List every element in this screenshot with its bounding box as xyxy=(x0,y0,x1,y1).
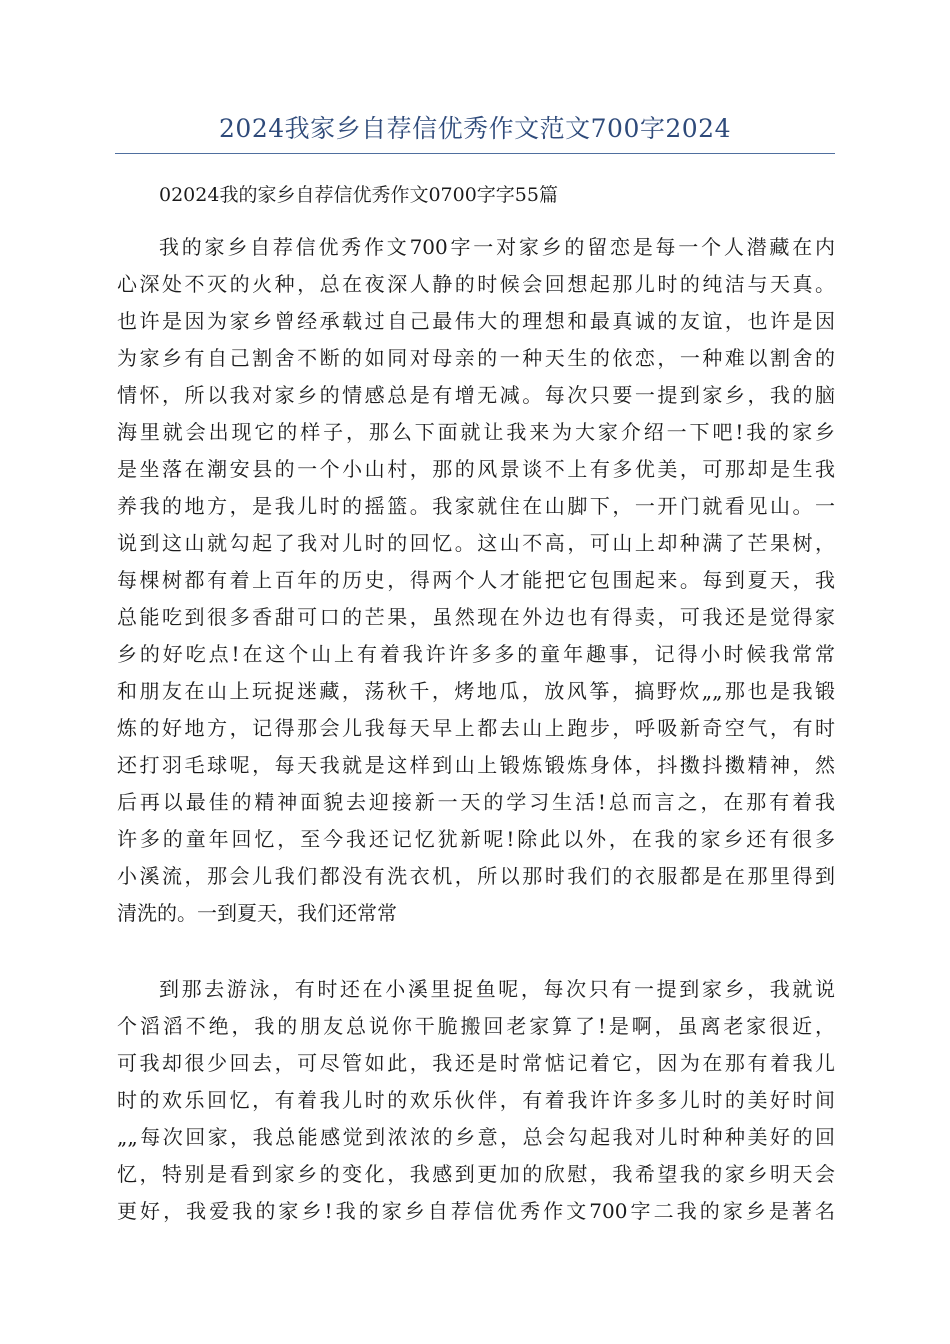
paragraph-line: 总能吃到很多香甜可口的芒果，虽然现在外边也有得卖，可我还是觉得家 xyxy=(117,605,835,629)
paragraph-line: 海里就会出现它的样子，那么下面就让我来为大家介绍一下吧!我的家乡 xyxy=(117,420,835,444)
paragraph-line: 我的家乡自荐信优秀作文700字一对家乡的留恋是每一个人潜藏在内 xyxy=(159,235,835,259)
paragraph-line: 是坐落在潮安县的一个小山村，那的风景谈不上有多优美，可那却是生我 xyxy=(117,457,835,481)
paragraph-line: 和朋友在山上玩捉迷藏，荡秋千，烤地瓜，放风筝，搞野炊„„那也是我锻 xyxy=(117,679,835,703)
paragraph-line: 炼的好地方，记得那会儿我每天早上都去山上跑步，呼吸新奇空气，有时 xyxy=(117,716,835,740)
page-title: 2024我家乡自荐信优秀作文范文700字2024 xyxy=(219,114,731,143)
paragraph-2 xyxy=(117,971,835,1230)
paragraph-line: 许多的童年回忆，至今我还记忆犹新呢!除此以外，在我的家乡还有很多 xyxy=(117,827,835,851)
paragraph-line: 也许是因为家乡曾经承载过自己最伟大的理想和最真诚的友谊，也许是因 xyxy=(117,309,835,333)
paragraph-line: 到那去游泳，有时还在小溪里捉鱼呢，每次只有一提到家乡，我就说 xyxy=(159,977,835,1001)
paragraph-line: 还打羽毛球呢，每天我就是这样到山上锻炼锻炼身体，抖擞抖擞精神，然 xyxy=(117,753,835,777)
paragraph-line: 时的欢乐回忆，有着我儿时的欢乐伙伴，有着我许许多多儿时的美好时间 xyxy=(117,1088,835,1112)
paragraph-line: 为家乡有自己割舍不断的如同对母亲的一种天生的依恋，一种难以割舍的 xyxy=(117,346,835,370)
paragraph-line: 忆，特别是看到家乡的变化，我感到更加的欣慰，我希望我的家乡明天会 xyxy=(117,1162,835,1186)
title-underline xyxy=(115,153,835,154)
paragraph-1 xyxy=(117,229,835,932)
paragraph-line: 小溪流，那会儿我们都没有洗衣机，所以那时我们的衣服都是在那里得到 xyxy=(117,864,835,888)
document-subtitle: 02024我的家乡自荐信优秀作文0700字字55篇 xyxy=(159,184,558,206)
paragraph-line: 说到这山就勾起了我对儿时的回忆。这山不高，可山上却种满了芒果树， xyxy=(117,531,835,555)
paragraph-line: 情怀，所以我对家乡的情感总是有增无减。每次只要一提到家乡，我的脑 xyxy=(117,383,835,407)
paragraph-line: 更好，我爱我的家乡!我的家乡自荐信优秀作文700字二我的家乡是著名 xyxy=(117,1199,835,1223)
paragraph-line: 可我却很少回去，可尽管如此，我还是时常惦记着它，因为在那有着我儿 xyxy=(117,1051,835,1075)
paragraph-line: 清洗的。一到夏天，我们还常常 xyxy=(117,901,397,925)
paragraph-line: 个滔滔不绝，我的朋友总说你干脆搬回老家算了!是啊，虽离老家很近， xyxy=(117,1014,835,1038)
paragraph-line: „„每次回家，我总能感觉到浓浓的乡意，总会勾起我对儿时种种美好的回 xyxy=(117,1125,835,1149)
paragraph-line: 后再以最佳的精神面貌去迎接新一天的学习生活!总而言之，在那有着我 xyxy=(117,790,835,814)
paragraph-line: 每棵树都有着上百年的历史，得两个人才能把它包围起来。每到夏天，我 xyxy=(117,568,835,592)
paragraph-line: 乡的好吃点!在这个山上有着我许许多多的童年趣事，记得小时候我常常 xyxy=(117,642,835,666)
paragraph-line: 养我的地方，是我儿时的摇篮。我家就住在山脚下，一开门就看见山。一 xyxy=(117,494,835,518)
paragraph-line: 心深处不灭的火种，总在夜深人静的时候会回想起那儿时的纯洁与天真。 xyxy=(117,272,835,296)
